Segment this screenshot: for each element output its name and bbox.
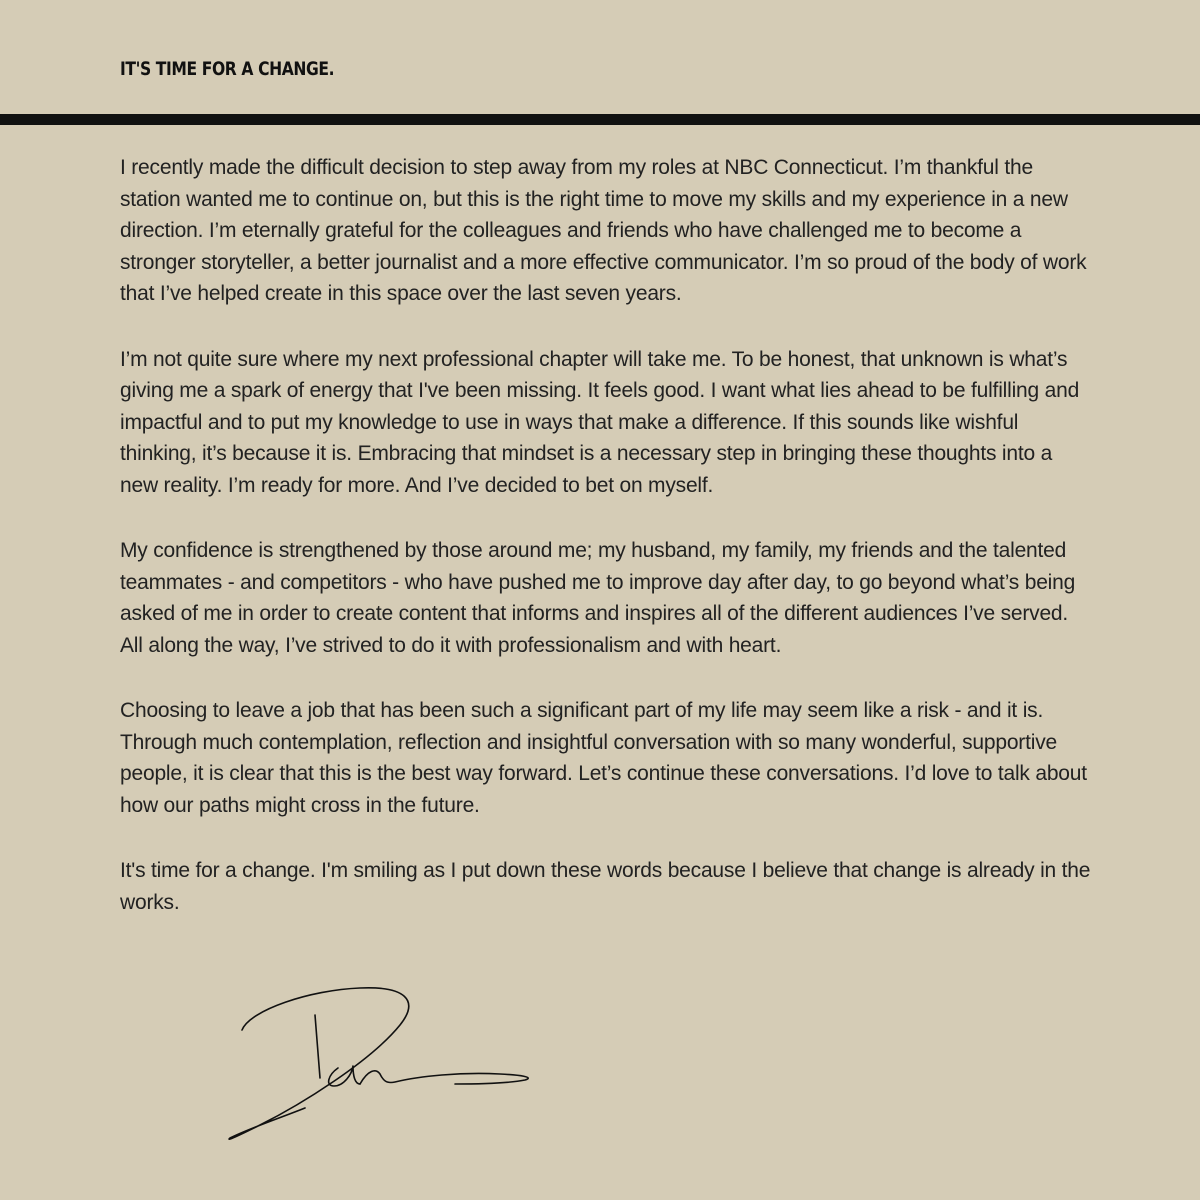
header-divider: [0, 114, 1200, 125]
paragraph-5: It's time for a change. I'm smiling as I put down these words because I believe that change is already in the works.: [120, 859, 1091, 914]
paragraph-4: Choosing to leave a job that has been such a significant part of my life may seem like a risk - and it is. Through much contemplation, reflection and insightful conversation with so many wonderful, supportive people, it is clear that this is the best way forward. Let’s continue these conversations. I’d love to talk about how our paths might cross in the future.: [120, 699, 1087, 817]
paragraph-1: I recently made the difficult decision to step away from my roles at NBC Connecticut. I’m thankful the station wanted me to continue on, but this is the right time to move my skills and my experience in a new direction. I’m eternally grateful for the colleagues and friends who have challenged me to become a stronger storyteller, a better journalist and a more effective communicator. I’m so proud of the body of work that I’ve helped create in this space over the last seven years.: [120, 156, 1087, 305]
paragraph-2: I’m not quite sure where my next professional chapter will take me. To be honest, that unknown is what’s giving me a spark of energy that I've been missing. It feels good. I want what lies ahead to be fulfilling and impactful and to put my knowledge to use in ways that make a difference. If this sounds like wishful thinking, it’s because it is. Embracing that mindset is a necessary step in bringing these thoughts into a new reality. I’m ready for more. And I’ve decided to bet on myself.: [120, 347, 1080, 497]
page-title: IT'S TIME FOR A CHANGE.: [120, 58, 335, 80]
handwritten-signature: [220, 980, 560, 1150]
paragraph-3: My confidence is strengthened by those around me; my husband, my family, my friends and the talented teammates - and competitors - who have pushed me to improve day after day, to go beyond what’s being asked of me in order to create content that informs and inspires all of the different audiences I’ve served. All along the way, I’ve strived to do it with professionalism and with heart.: [120, 539, 1076, 657]
letter-body: [120, 152, 1095, 952]
